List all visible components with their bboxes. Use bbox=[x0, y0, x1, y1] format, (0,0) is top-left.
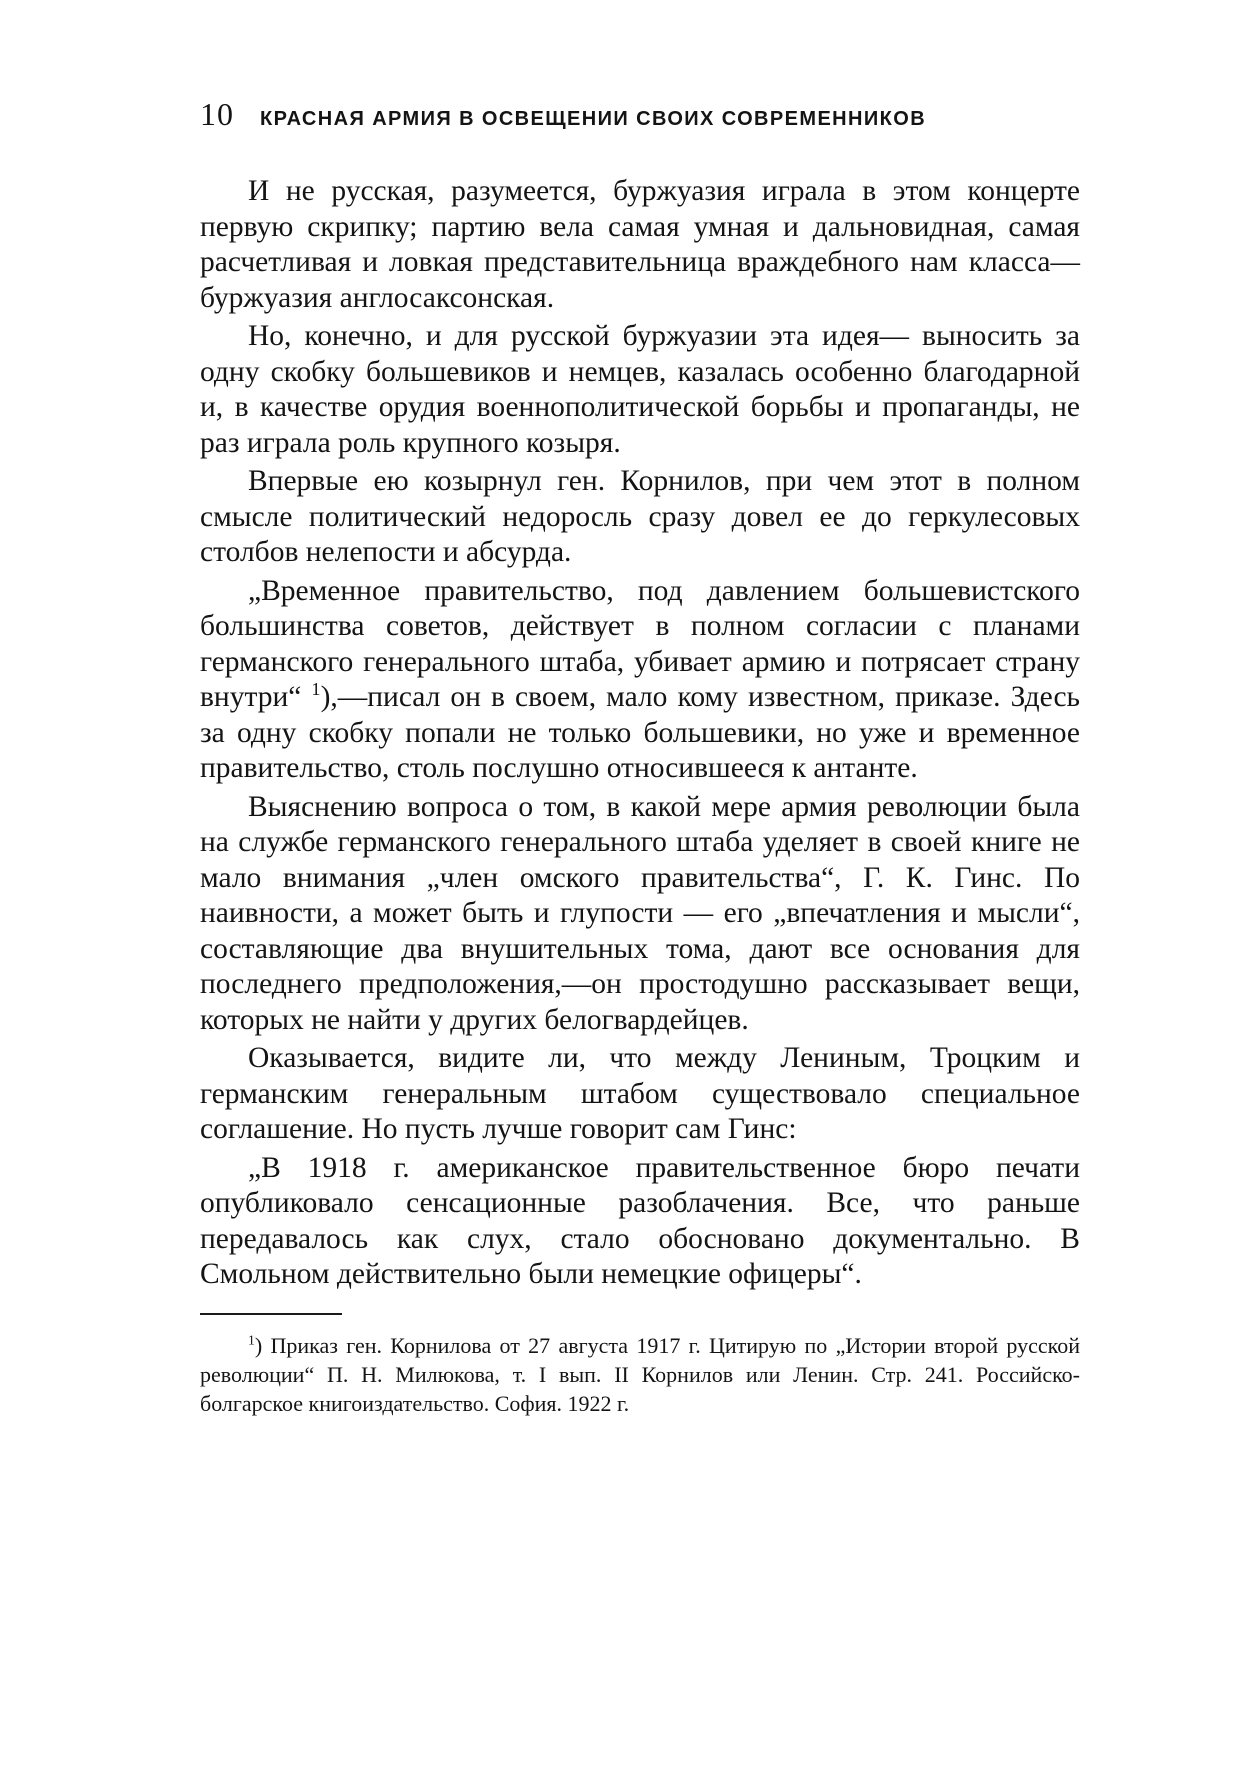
paragraph: Впервые ею козырнул ген. Корнилов, при чем этот в полном смысле политический недоросль сразу довел ее до геркулесовых столбов нелепости и абсурда. bbox=[200, 465, 1080, 568]
running-head bbox=[200, 96, 1080, 136]
footnote-divider bbox=[200, 1313, 342, 1315]
quote-paragraph bbox=[200, 574, 1080, 787]
footnote-text: ) Приказ ген. Корнилова от 27 августа 1917 г. Цитирую по „Истории второй русской революции“ П. Н. Милюкова, т. I вып. II Корнилов или Ленин. Стр. 241. Российско-болгарское книгоиздательство. София. 1922 г. bbox=[200, 1332, 1080, 1416]
quote-continuation: ),—писал он в своем, мало кому известном, приказе. Здесь за одну скобку попали не только большевики, но уже и временное правительство, столь послушно относившееся к антанте. bbox=[200, 681, 1080, 784]
paragraph: Оказывается, видите ли, что между Лениным, Троцким и германским генеральным штабом существовало специальное соглашение. Но пусть лучше говорит сам Гинс: bbox=[200, 1042, 1080, 1145]
book-page bbox=[200, 96, 1080, 1736]
footnote-mark: 1 bbox=[248, 1332, 255, 1348]
quote-text: „Временное правительство, под давлением большевистского большинства советов, действует в полном согласии с планами германского генерального штаба, убивает армию и потрясает страну внутри“ bbox=[200, 574, 1080, 713]
footnote-reference[interactable]: 1 bbox=[311, 679, 321, 700]
paragraph: Выяснению вопроса о том, в какой мере армия революции была на службе германского генерального штаба уделяет в своей книге не мало внимания „член омского правительства“, Г. К. Гинс. По наивности, а может быть и глупости — его „впечатления и мысли“, составляющие два внушительных тома, дают все основания для последнего предположения,—он простодушно рассказывает вещи, которых не найти у других белогвардейцев. bbox=[200, 790, 1080, 1036]
page-number: 10 bbox=[200, 96, 234, 132]
running-title: КРАСНАЯ АРМИЯ В ОСВЕЩЕНИИ СВОИХ СОВРЕМЕННИКОВ bbox=[260, 108, 927, 130]
footnote bbox=[200, 1331, 1080, 1418]
paragraph: И не русская, разумеется, буржуазия играла в этом концерте первую скрипку; партию вела самая умная и дальновидная, самая расчетливая и ловкая представительница враждебного нам класса—буржуазия англосаксонская. bbox=[200, 175, 1080, 314]
body-text bbox=[200, 174, 1080, 1293]
paragraph: „В 1918 г. американское правительственное бюро печати опубликовало сенсационные разоблачения. Все, что раньше передавалось как слух, стало обосновано документально. В Смольном действительно были немецкие офицеры“. bbox=[200, 1151, 1080, 1290]
paragraph: Но, конечно, и для русской буржуазии эта идея— выносить за одну скобку большевиков и немцев, казалась особенно благодарной и, в качестве орудия военнополитической борьбы и пропаганды, не раз играла роль крупного козыря. bbox=[200, 320, 1080, 459]
